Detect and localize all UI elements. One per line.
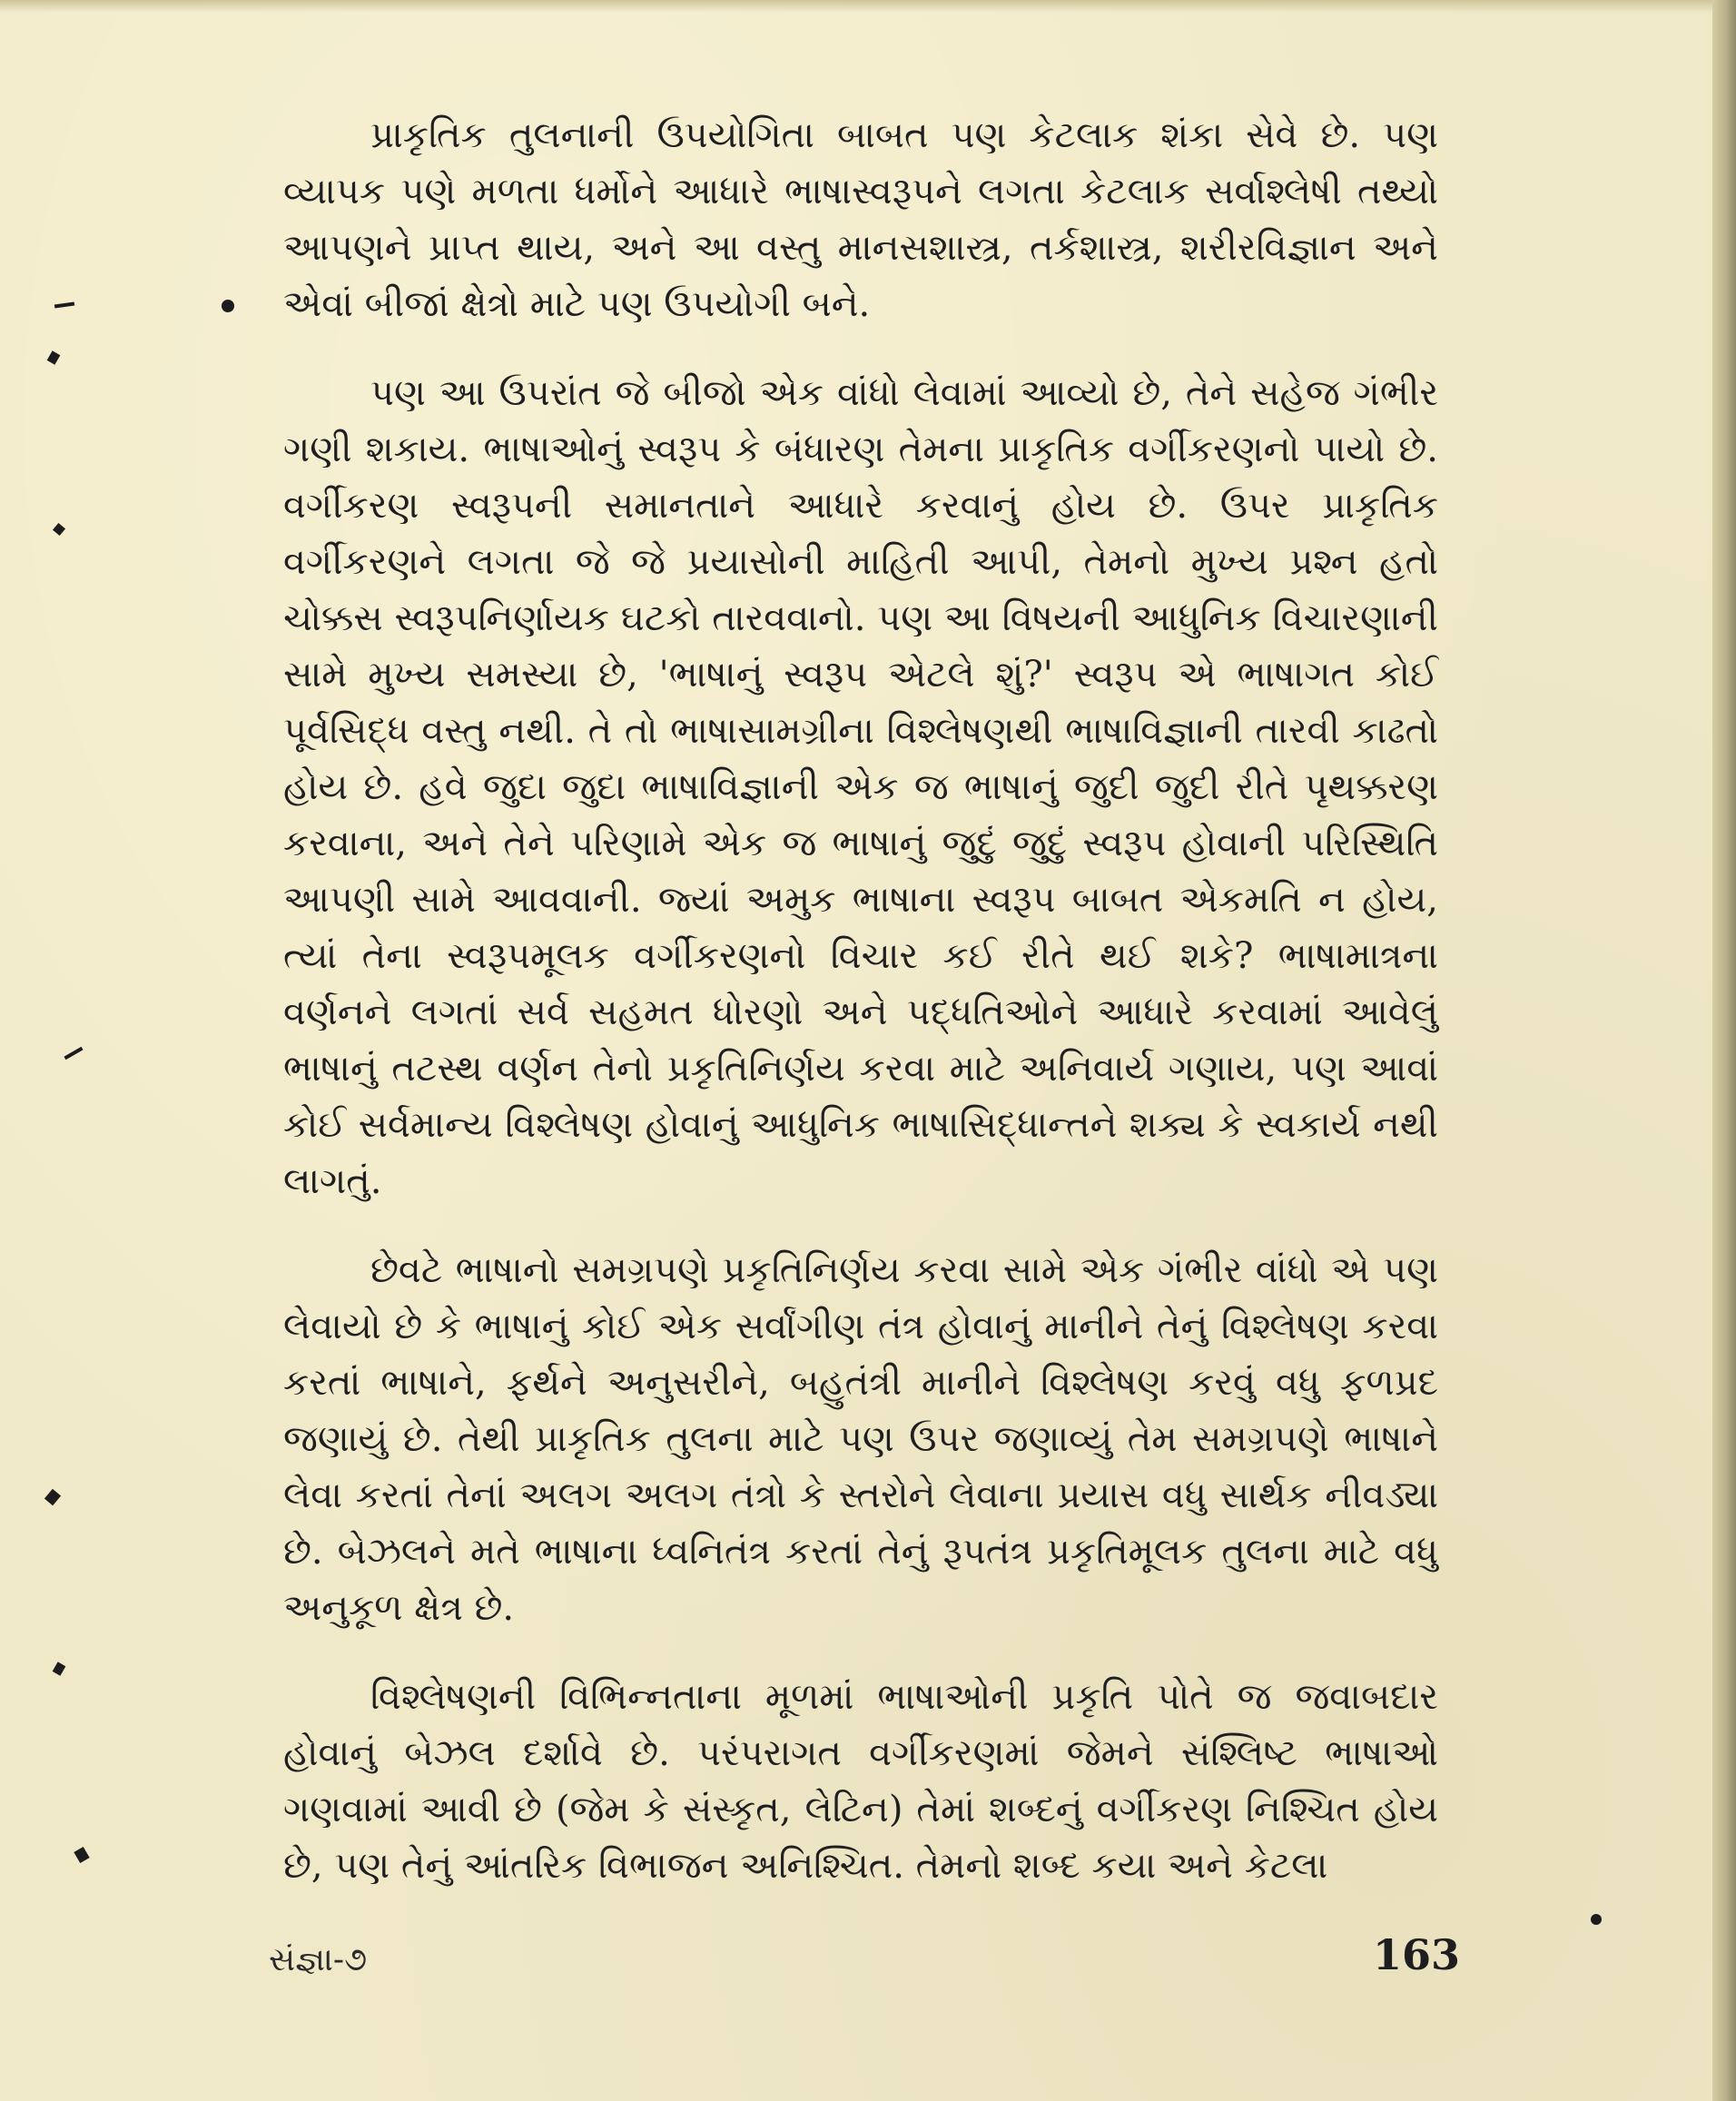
margin-mark: [53, 1662, 66, 1675]
margin-dot: [1591, 1914, 1602, 1925]
page-number: 163: [1373, 1930, 1461, 1979]
body-text: [283, 107, 1438, 1927]
margin-mark: [64, 1047, 83, 1060]
margin-mark: [54, 301, 74, 308]
page-right-edge: [1712, 0, 1736, 2101]
paragraph-1: પ્રાકૃતિક તુલનાની ઉપયોગિતા બાબત પણ કેટલાક શંકા સેવે છે. પણ વ્યાપક પણે મળતા ધર્મોને આધારે ભાષાસ્વરૂપને લગતા કેટલાક સર્વાશ્લેષી તથ્યો આપણને પ્રાપ્ત થાય, અને આ વસ્તુ માનસશાસ્ત્ર, તર્કશાસ્ત્ર, શરીરવિજ્ઞાન અને એવાં બીજાં ક્ષેત્રો માટે પણ ઉપયોગી બને.: [283, 114, 1438, 325]
margin-dot: [222, 300, 234, 312]
signature-mark: સંજ્ઞા-૭: [269, 1941, 368, 1978]
margin-mark: [44, 1489, 61, 1505]
margin-mark: [47, 350, 61, 364]
paragraph-4: વિશ્લેષણની વિભિન્નતાના મૂળમાં ભાષાઓની પ્રકૃતિ પોતે જ જવાબદાર હોવાનું બેઝલ દર્શાવે છે. પરંપરાગત વર્ગીકરણમાં જેમને સંશ્લિષ્ટ ભાષાઓ ગણવામાં આવી છે (જેમ કે સંસ્કૃત, લેટિન) તેમાં શબ્દનું વર્ગીકરણ નિશ્ચિત હોય છે, પણ તેનું આંતરિક વિભાજન અનિશ્ચિત. તેમનો શબ્દ કયા અને કેટલા: [283, 1676, 1438, 1887]
paragraph-2: પણ આ ઉપરાંત જે બીજો એક વાંધો લેવામાં આવ્યો છે, તેને સહેજ ગંભીર ગણી શકાય. ભાષાઓનું સ્વરૂપ કે બંધારણ તેમના પ્રાકૃતિક વર્ગીકરણનો પાયો છે. વર્ગીકરણ સ્વરૂપની સમાનતાને આધારે કરવાનું હોય છે. ઉપર પ્રાકૃતિક વર્ગીકરણને લગતા જે જે પ્રયાસોની માહિતી આપી, તેમનો મુખ્ય પ્રશ્ન હતો ચોક્કસ સ્વરૂપનિર્ણાયક ઘટકો તારવવાનો. પણ આ વિષયની આધુનિક વિચારણાની સામે મુખ્ય સમસ્યા છે, 'ભાષાનું સ્વરૂપ એટલે શું?' સ્વરૂપ એ ભાષાગત કોઈ પૂર્વસિદ્ધ વસ્તુ નથી. તે તો ભાષાસામગ્રીના વિશ્લેષણથી ભાષાવિજ્ઞાની તારવી કાઢતો હોય છે. હવે જુદા જુદા ભાષાવિજ્ઞાની એક જ ભાષાનું જુદી જુદી રીતે પૃથક્કરણ કરવાના, અને તેને પરિણામે એક જ ભાષાનું જુદું જુદું સ્વરૂપ હોવાની પરિસ્થિતિ આપણી સામે આવવાની. જ્યાં અમુક ભાષાના સ્વરૂપ બાબત એકમતિ ન હોય, ત્યાં તેના સ્વરૂપમૂલક વર્ગીકરણનો વિચાર કઈ રીતે થઈ શકે? ભાષામાત્રના વર્ણનને લગતાં સર્વ સહમત ધોરણો અને પદ્ધતિઓને આધારે કરવામાં આવેલું ભાષાનું તટસ્થ વર્ણન તેનો પ્રકૃતિનિર્ણય કરવા માટે અનિવાર્ય ગણાય, પણ આવાં કોઈ સર્વમાન્ય વિશ્લેષણ હોવાનું આધુનિક ભાષાસિદ્ધાન્તને શક્ય કે સ્વકાર્ય નથી લાગતું.: [283, 372, 1438, 1202]
page-top-edge: [0, 0, 1736, 13]
margin-mark: [74, 1847, 89, 1863]
paragraph-3: છેવટે ભાષાનો સમગ્રપણે પ્રકૃતિનિર્ણય કરવા સામે એક ગંભીર વાંધો એ પણ લેવાયો છે કે ભાષાનું કોઈ એક સર્વાંગીણ તંત્ર હોવાનું માનીને તેનું વિશ્લેષણ કરવા કરતાં ભાષાને, ફર્થને અનુસરીને, બહુતંત્રી માનીને વિશ્લેષણ કરવું વધુ ફળપ્રદ જણાયું છે. તેથી પ્રાકૃતિક તુલના માટે પણ ઉપર જણાવ્યું તેમ સમગ્રપણે ભાષાને લેવા કરતાં તેનાં અલગ અલગ તંત્રો કે સ્તરોને લેવાના પ્રયાસ વધુ સાર્થક નીવડ્યા છે. બેઝલને મતે ભાષાના ધ્વનિતંત્ર કરતાં તેનું રૂપતંત્ર પ્રકૃતિમૂલક તુલના માટે વધુ અનુકૂળ ક્ષેત્ર છે.: [283, 1249, 1438, 1629]
margin-mark: [53, 523, 65, 536]
